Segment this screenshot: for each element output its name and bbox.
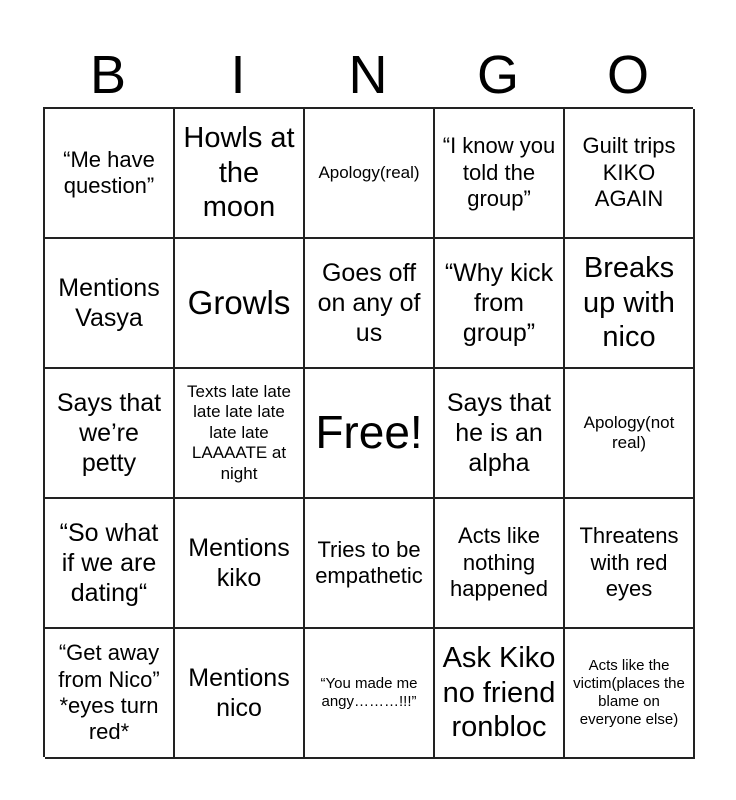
bingo-cell[interactable]: “Me have question” bbox=[45, 109, 175, 239]
bingo-card-grid bbox=[43, 107, 693, 757]
bingo-cell[interactable]: “So what if we are dating“ bbox=[45, 499, 175, 629]
bingo-cell[interactable]: Ask Kiko no friend ronbloc bbox=[435, 629, 565, 759]
bingo-cell[interactable]: “Get away from Nico” *eyes turn red* bbox=[45, 629, 175, 759]
bingo-header bbox=[43, 44, 693, 106]
bingo-cell[interactable]: Howls at the moon bbox=[175, 109, 305, 239]
bingo-cell[interactable]: Acts like the victim(places the blame on everyone else) bbox=[565, 629, 695, 759]
header-letter-b: B bbox=[89, 45, 127, 105]
bingo-cell[interactable]: Texts late late late late late late late LAAAATE at night bbox=[175, 369, 305, 499]
bingo-cell[interactable]: Says that we’re petty bbox=[45, 369, 175, 499]
header-letter-o: O bbox=[606, 45, 649, 105]
bingo-cell[interactable]: Threatens with red eyes bbox=[565, 499, 695, 629]
bingo-cell[interactable]: Says that he is an alpha bbox=[435, 369, 565, 499]
bingo-cell[interactable]: Tries to be empathetic bbox=[305, 499, 435, 629]
bingo-free-space[interactable]: Free! bbox=[305, 369, 435, 499]
bingo-cell[interactable]: Apology(real) bbox=[305, 109, 435, 239]
header-letter-g: G bbox=[476, 45, 519, 105]
bingo-cell[interactable]: Mentions nico bbox=[175, 629, 305, 759]
bingo-cell[interactable]: Mentions Vasya bbox=[45, 239, 175, 369]
bingo-cell[interactable]: “You made me angy………!!!” bbox=[305, 629, 435, 759]
bingo-cell[interactable]: Breaks up with nico bbox=[565, 239, 695, 369]
bingo-cell[interactable]: Goes off on any of us bbox=[305, 239, 435, 369]
bingo-cell[interactable]: Guilt trips KIKO AGAIN bbox=[565, 109, 695, 239]
bingo-cell[interactable]: Mentions kiko bbox=[175, 499, 305, 629]
header-letter-n: N bbox=[348, 45, 388, 105]
bingo-cell[interactable]: Apology(not real) bbox=[565, 369, 695, 499]
bingo-cell[interactable]: “I know you told the group” bbox=[435, 109, 565, 239]
bingo-cell[interactable]: “Why kick from group” bbox=[435, 239, 565, 369]
bingo-cell[interactable]: Growls bbox=[175, 239, 305, 369]
bingo-cell[interactable]: Acts like nothing happened bbox=[435, 499, 565, 629]
header-letter-i: I bbox=[230, 45, 246, 105]
